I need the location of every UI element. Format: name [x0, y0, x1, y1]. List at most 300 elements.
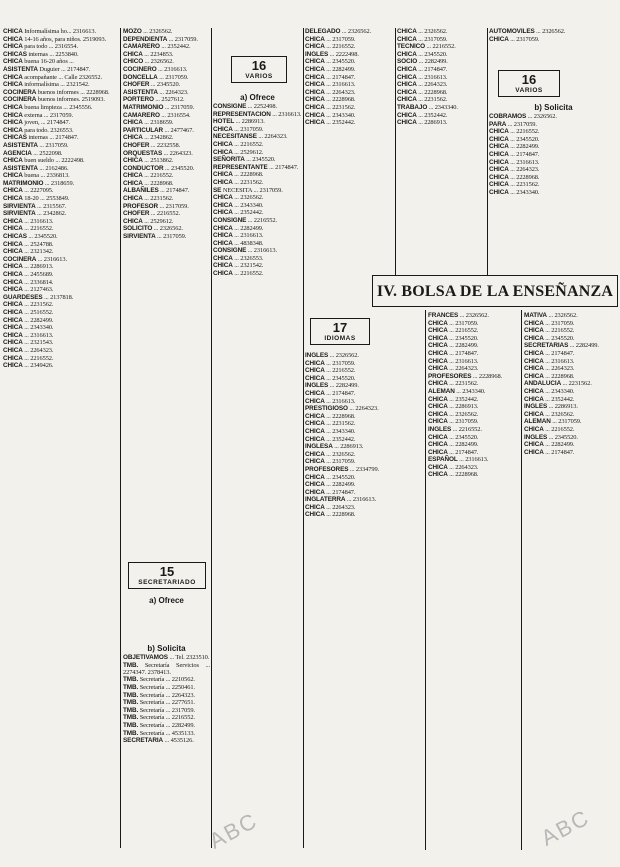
section-number: 15 — [159, 564, 175, 579]
ad-text: buena ... 2336813. — [22, 172, 70, 180]
ad-keyword: ASISTENTA — [123, 88, 158, 96]
classified-ad — [123, 662, 210, 676]
ad-text: ... 2232558. — [149, 141, 181, 149]
classified-ad — [3, 165, 119, 172]
ad-text: ... 2326553. — [232, 254, 264, 262]
classified-ad — [213, 232, 302, 239]
classified-ad — [305, 390, 423, 397]
classified-ad — [3, 362, 119, 369]
ad-text: ... 2345520. — [416, 50, 448, 58]
column-2-top — [123, 28, 210, 558]
classified-ad — [305, 43, 394, 50]
column-5-top — [397, 28, 486, 274]
section-box-secretariado — [128, 562, 206, 589]
classified-ad — [213, 217, 302, 224]
ad-keyword: CHICA — [428, 395, 448, 403]
ad-keyword: TECNICO — [397, 43, 426, 51]
ad-keyword: CHICA — [3, 324, 23, 332]
ad-keyword: CHICA — [428, 357, 448, 365]
ad-keyword: CHICA — [3, 119, 23, 127]
ad-keyword: CONDUCTOR — [123, 164, 164, 172]
classified-ad — [305, 367, 423, 374]
classified-ad — [213, 209, 302, 216]
classified-ad — [3, 339, 119, 346]
classified-ad — [213, 194, 302, 201]
ad-keyword: SECRETARIAS — [524, 342, 569, 350]
classified-ad — [428, 449, 520, 456]
ad-keyword: CHICA — [213, 125, 233, 133]
classified-ad — [428, 396, 520, 403]
ad-keyword: CONSIGNE — [213, 247, 247, 255]
classified-ad — [123, 112, 210, 119]
ad-text: ... 2516552. — [22, 308, 54, 316]
ad-keyword: GUARDESES — [3, 293, 43, 301]
section-label: IDIOMAS — [324, 335, 356, 342]
ad-keyword: CHICA — [3, 263, 23, 271]
classified-ad — [123, 89, 210, 96]
ad-keyword: CHICA — [213, 148, 233, 156]
classified-ad — [3, 309, 119, 316]
ad-keyword: DEPENDIENTA — [123, 35, 168, 43]
ad-text: ... 2345520. — [244, 156, 276, 164]
ad-keyword: CHICA — [428, 463, 448, 471]
ad-text: ... 2282499. — [22, 316, 54, 324]
ad-keyword: CHICA — [213, 270, 233, 278]
ad-keyword: INGLES — [305, 50, 329, 58]
ad-text: ... 2326562. — [141, 28, 173, 35]
ad-text: ... 2264323. — [324, 88, 356, 96]
ad-text: ... 2345520. — [26, 233, 58, 241]
classified-ad — [397, 112, 486, 119]
ad-keyword: CHICA — [3, 362, 23, 370]
ad-text: ... 2316613. — [324, 81, 356, 89]
classified-ad — [3, 256, 119, 263]
ad-keyword: CHICA — [397, 50, 417, 58]
ad-text: Secretaría ... 2250461. — [138, 683, 195, 691]
ad-text: Duguier ... 2174847. — [37, 65, 91, 73]
ad-text: ... 2527612. — [153, 96, 185, 104]
ad-text: ... 2316613. — [22, 217, 54, 225]
ad-text: ... 2317059. — [232, 125, 264, 133]
classified-ad — [305, 443, 423, 450]
ad-keyword: SEÑORITA — [213, 156, 245, 164]
ad-text: ... 2264323. — [447, 365, 479, 373]
ad-keyword: CHICA — [524, 425, 544, 433]
ad-text: ... 2264323. — [157, 88, 189, 96]
classified-ad — [428, 327, 520, 334]
column-4-bottom — [305, 352, 423, 848]
classified-ad — [305, 511, 423, 518]
ad-keyword: CHICA — [489, 35, 509, 43]
ad-text: ... 2317059. — [550, 418, 582, 426]
ad-text: ... 2228968. — [324, 511, 356, 519]
classified-ad — [524, 388, 618, 395]
ad-keyword: ANDALUCIA — [524, 380, 562, 388]
ad-text: ... 2216552. — [324, 367, 356, 375]
classified-ad — [305, 382, 423, 389]
classified-ad — [123, 66, 210, 73]
classified-ad — [305, 360, 423, 367]
classified-ad — [213, 240, 302, 247]
ad-text: ... 2345520. — [163, 164, 195, 172]
ad-text: ... 2228968. — [232, 171, 264, 179]
column-5-bottom — [428, 312, 520, 848]
ad-text: ... 2282499. — [324, 481, 356, 489]
ad-text: ... 2228968. — [447, 471, 479, 479]
ad-text: ... 2321342. — [22, 248, 54, 256]
ad-keyword: CHICA — [524, 319, 544, 327]
ad-text: ... 2216552. — [451, 425, 482, 433]
classified-ad — [3, 195, 119, 202]
classified-ad — [123, 699, 210, 706]
ad-text: ... 2352442. — [324, 435, 356, 443]
classified-ad — [397, 58, 486, 65]
ad-keyword: CHICA — [489, 128, 509, 136]
ad-keyword: CHICA — [524, 387, 544, 395]
classified-ad — [3, 28, 119, 35]
ad-text: ... 2522098. — [31, 149, 63, 157]
ad-text: ... 2228968. — [416, 88, 448, 96]
section-banner: IV. BOLSA DE LA ENSEÑANZA — [372, 275, 618, 307]
ad-text: ... 2343340. — [427, 103, 458, 111]
classified-ad — [524, 373, 618, 380]
ad-keyword: INGLES — [305, 352, 329, 359]
classified-ad — [123, 180, 210, 187]
ad-text: ... 2317059. — [447, 319, 479, 327]
ad-text: ... 2352442. — [324, 119, 356, 127]
ad-keyword: CHICA — [213, 194, 233, 202]
ad-keyword: CHICA — [397, 73, 417, 81]
watermark-logo: ABC — [204, 807, 262, 854]
classified-ad — [428, 426, 520, 433]
ad-text: buenos informes. 2519093. — [36, 96, 105, 104]
ad-text: ... 2174847. — [508, 150, 540, 158]
section-number: 17 — [332, 320, 348, 335]
ad-keyword: CHICA — [3, 126, 23, 134]
watermark-logo: ABC — [536, 804, 594, 851]
classified-ad — [305, 504, 423, 511]
classified-ad — [3, 180, 119, 187]
classified-ad — [305, 398, 423, 405]
ad-text: ... 2316613. — [447, 357, 479, 365]
ad-text: ... 2316613. — [246, 247, 277, 255]
classified-ad — [305, 436, 423, 443]
classified-ad — [305, 112, 394, 119]
ad-text: ... 2349426. — [22, 362, 54, 370]
ad-text: ... 2316613. — [36, 255, 67, 263]
ad-keyword: SE — [213, 186, 222, 194]
ad-keyword: CHICA — [3, 248, 23, 256]
ad-keyword: CHICA — [3, 271, 23, 278]
ad-text: ... 2264323. — [324, 503, 356, 511]
ad-text: ... 2286913. — [22, 263, 54, 271]
ad-keyword: CHICA — [305, 103, 325, 111]
ad-text: ... 2343340. — [454, 387, 486, 395]
ad-keyword: CHICA — [305, 397, 325, 405]
ad-keyword: CHICA — [489, 188, 509, 196]
classified-ad — [305, 66, 394, 73]
ad-keyword: CHICA — [3, 172, 23, 180]
ad-keyword: CHOFER — [123, 210, 150, 218]
ad-keyword: TMB. — [123, 714, 139, 722]
classified-ad — [305, 489, 423, 496]
classified-ad — [524, 312, 618, 319]
ad-keyword: CHICA — [428, 365, 448, 373]
ad-text: ... 2231562. — [22, 301, 54, 309]
column-rule — [395, 28, 396, 276]
classified-ad — [213, 225, 302, 232]
ad-keyword: CHICA — [524, 327, 544, 335]
ad-keyword: CHICA — [305, 473, 325, 481]
ad-keyword: ESPAÑOL — [428, 456, 458, 464]
ad-keyword: CHICA — [305, 35, 325, 43]
ad-keyword: SIRVIENTA — [3, 210, 36, 218]
classified-ad — [213, 255, 302, 262]
classified-ad — [123, 187, 210, 194]
ad-text: ... 2282499. — [508, 143, 540, 151]
ad-text: ... 2316613. — [156, 65, 188, 73]
classified-ad — [305, 51, 394, 58]
classified-ad — [305, 405, 423, 412]
ad-keyword: REPRESENTACION — [213, 110, 271, 118]
classified-ad — [3, 104, 119, 111]
ad-text: ... 2174847. — [543, 349, 575, 357]
ad-keyword: CHICA — [213, 239, 233, 247]
classified-ad — [3, 150, 119, 157]
ad-keyword: CHICA — [524, 357, 544, 365]
ad-text: ... 2264323. — [416, 81, 448, 89]
ad-text: ... 2174847. — [447, 448, 479, 456]
ad-text: ... 2321542. — [232, 262, 264, 270]
ad-keyword: CHICA — [305, 481, 325, 489]
classified-ad — [123, 119, 210, 126]
ad-keyword: CHICA — [3, 195, 23, 203]
ad-keyword: CHICA — [213, 201, 233, 209]
classified-ad — [305, 81, 394, 88]
section-box-varios-left — [231, 56, 287, 83]
ad-keyword: TMB. — [123, 699, 139, 707]
ad-keyword: CHICA — [489, 135, 509, 143]
ad-keyword: CHICA — [3, 339, 23, 347]
ad-keyword: OBJETIVAMOS — [123, 654, 168, 661]
ad-keyword: CHICA — [428, 342, 448, 350]
ad-text: ... 2317059. — [543, 319, 575, 327]
column-1 — [3, 28, 119, 864]
ad-keyword: CHICA — [3, 240, 23, 248]
classified-ad — [397, 43, 486, 50]
ad-keyword: ASISTENTA — [3, 65, 38, 73]
ad-keyword: CHICA — [3, 58, 23, 66]
section-box-idiomas — [310, 318, 370, 345]
ad-keyword: CHICA — [305, 374, 325, 382]
ad-keyword: PROFESORES — [428, 372, 472, 380]
ad-text: externa ... 2317059. — [22, 111, 74, 119]
classified-ad — [123, 51, 210, 58]
ad-text: para todo. 2326553. — [22, 126, 74, 134]
classified-ad — [123, 81, 210, 88]
ad-text: ... 2326562. — [526, 113, 557, 120]
classified-ad — [213, 164, 302, 171]
ad-keyword: CHICA — [305, 73, 325, 81]
ad-keyword: CHICA — [3, 157, 23, 165]
classified-ad — [3, 58, 119, 65]
classified-ad — [397, 81, 486, 88]
ad-keyword: CHICA — [305, 511, 325, 519]
ad-text: ... 2282499. — [447, 441, 479, 449]
ad-keyword: CHICA — [428, 441, 448, 449]
section-box-varios-right — [498, 70, 560, 97]
classified-ad — [489, 151, 618, 158]
classified-ad — [305, 413, 423, 420]
ad-text: ... 2345520. — [547, 433, 578, 441]
ad-text: ... 2174847. — [324, 73, 356, 81]
classified-ad — [489, 159, 618, 166]
classified-ad — [213, 179, 302, 186]
column-rule — [425, 310, 426, 850]
ad-keyword: CHICA — [397, 96, 417, 104]
ad-text: ... 2216552. — [425, 43, 456, 51]
classified-ad — [305, 36, 394, 43]
ad-keyword: PROFESOR — [123, 202, 159, 210]
ad-text: ... 2264323. — [447, 463, 479, 471]
ad-keyword: DONCELLA — [123, 73, 158, 81]
ad-keyword: CHICA — [305, 389, 325, 397]
ad-keyword: PARA — [489, 120, 507, 128]
ad-keyword: ASISTENTA — [3, 141, 38, 149]
ad-keyword: CHICA — [428, 380, 448, 388]
ad-text: ... 2264323. — [22, 346, 54, 354]
ad-text: ... 2317059. — [324, 458, 356, 466]
ad-text: ... 2352442. — [543, 395, 575, 403]
classified-ad — [3, 157, 119, 164]
ad-keyword: CHICA — [428, 403, 448, 411]
classified-ad — [3, 203, 119, 210]
ad-text: ... 2326562. — [152, 225, 183, 233]
ad-keyword: CHICO — [123, 58, 144, 66]
ad-text: ... 2222498. — [328, 50, 359, 58]
ad-keyword: INGLES — [428, 425, 452, 433]
ad-keyword: CHICA — [213, 232, 233, 240]
classified-ad — [489, 113, 618, 120]
ad-keyword: CHICA — [3, 187, 23, 195]
classified-ad — [213, 202, 302, 209]
ad-text: ... 2216552. — [232, 140, 264, 148]
ad-text: ... 2137818. — [42, 293, 74, 301]
ad-keyword: CHICA — [3, 316, 23, 324]
classified-ad — [3, 172, 119, 179]
ad-keyword: ALBAÑILES — [123, 187, 159, 195]
ad-text: ... 2174847. — [447, 349, 479, 357]
classified-ad — [3, 119, 119, 126]
classified-ad — [305, 451, 423, 458]
ad-text: ... 2524788. — [22, 240, 54, 248]
ad-keyword: CHOFER — [123, 141, 150, 149]
classified-ad — [489, 36, 618, 43]
ad-text: ... 2352442. — [159, 43, 191, 51]
classified-ad — [428, 358, 520, 365]
ad-keyword: PARTICULAR — [123, 126, 164, 134]
classified-ad — [123, 654, 210, 661]
classified-ad — [123, 714, 210, 721]
ad-keyword: AUTOMOVILES — [489, 28, 535, 35]
section-number: 16 — [521, 72, 537, 87]
ad-text: ... 2345520. — [324, 374, 356, 382]
ad-text: ... 2326562. — [340, 28, 372, 35]
ad-keyword: TMB. — [123, 691, 139, 699]
classified-ad — [524, 411, 618, 418]
classified-ad — [123, 692, 210, 699]
ad-keyword: HOTEL — [213, 118, 235, 126]
ad-text: ... 2343340. — [324, 427, 356, 435]
classified-ad — [524, 350, 618, 357]
ad-keyword: COCINERO — [123, 65, 157, 73]
ad-keyword: CHICA — [3, 354, 23, 362]
ad-text: ... 2316613. — [270, 110, 302, 118]
subsection-heading: b) Solicita — [534, 103, 573, 112]
classified-ad — [123, 684, 210, 691]
classified-ad — [428, 335, 520, 342]
ad-keyword: CHICA — [397, 81, 417, 89]
ad-keyword: CHICA — [524, 334, 544, 342]
classified-ad — [123, 722, 210, 729]
ad-text: ... 2282499. — [543, 441, 575, 449]
ad-text: ... 2343340. — [324, 111, 356, 119]
ad-keyword: CHICA — [489, 150, 509, 158]
ad-keyword: CHICA — [305, 450, 325, 458]
ad-keyword: CHICA — [213, 178, 233, 186]
classified-ad — [397, 51, 486, 58]
classified-ad — [524, 403, 618, 410]
ad-keyword: CHICA — [3, 308, 23, 316]
ad-keyword: INGLATERRA — [305, 496, 346, 504]
ad-text: ... 2174847. — [267, 163, 299, 171]
classified-ad — [3, 127, 119, 134]
classified-ad — [524, 365, 618, 372]
ad-text: ... 2231562. — [324, 420, 356, 428]
ad-text: Secretaría ... 2317059. — [138, 706, 195, 714]
classified-ad — [3, 96, 119, 103]
ad-keyword: CHICA — [305, 412, 325, 420]
ad-text: ... 2343340. — [543, 387, 575, 395]
ad-text: ... 2529612. — [142, 217, 174, 225]
ad-keyword: CHICA — [123, 172, 143, 180]
classified-ad — [123, 96, 210, 103]
ad-text: Secretaría ... 2264323. — [138, 691, 195, 699]
classified-ad — [428, 342, 520, 349]
ad-text: ... 2345520. — [324, 58, 356, 66]
classified-ad — [3, 187, 119, 194]
classified-ad — [428, 312, 520, 319]
ad-keyword: CHICA — [3, 103, 23, 111]
classified-ad — [3, 332, 119, 339]
ad-text: NECESITA ... 2317059. — [221, 186, 283, 194]
ad-keyword: CHICA — [3, 225, 23, 233]
ad-keyword: CHICA — [489, 166, 509, 174]
classified-ad — [305, 428, 423, 435]
ad-keyword: CHICA — [123, 119, 143, 127]
ad-text: ... 2264323. — [543, 365, 575, 373]
classified-ad — [213, 126, 302, 133]
ad-keyword: CHOFER — [123, 81, 150, 89]
classified-ad — [3, 355, 119, 362]
classified-ad — [305, 458, 423, 465]
ad-keyword: CHICA — [397, 28, 417, 35]
ad-text: ... 2216552. — [246, 216, 277, 224]
ad-text: ... 2317059. — [324, 35, 356, 43]
classified-ad — [428, 320, 520, 327]
ad-text: ... 2316613. — [508, 158, 540, 166]
ad-text: ... 2318659. — [142, 119, 174, 127]
